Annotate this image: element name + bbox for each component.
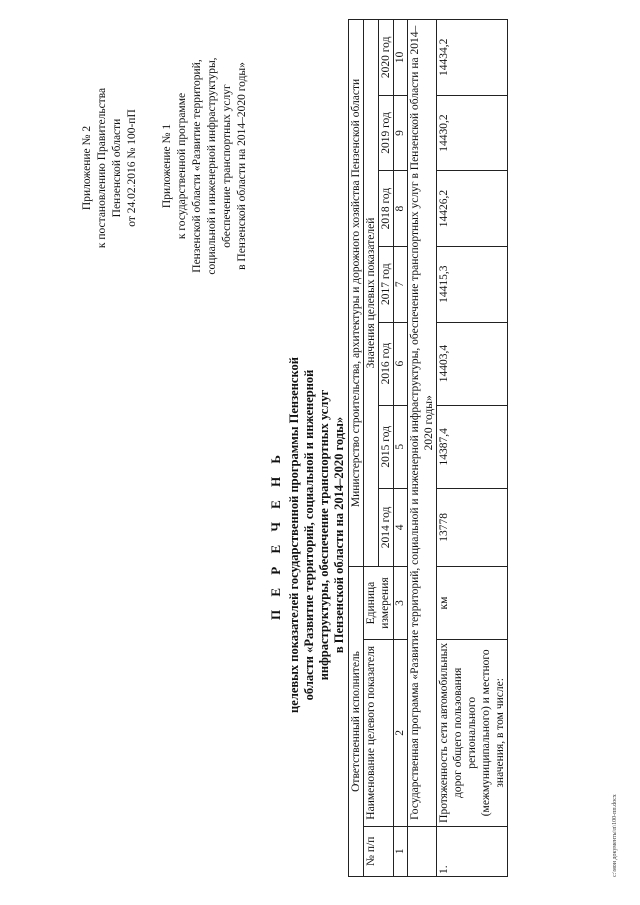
year-header: 2017 год bbox=[379, 246, 394, 322]
column-number: 3 bbox=[394, 566, 408, 639]
column-number: 7 bbox=[394, 246, 408, 322]
indicators-table-wrap bbox=[348, 19, 508, 877]
column-number: 8 bbox=[394, 171, 408, 247]
col-num-header: № п/п bbox=[364, 826, 394, 876]
col-name-header: Наименование целевого показателя bbox=[364, 640, 394, 827]
program-row bbox=[408, 20, 437, 877]
title-heading: П Е Р Е Ч Е Н Ь bbox=[268, 449, 283, 621]
title-line: в Пензенской области на 2014–2020 годы» bbox=[332, 416, 346, 654]
responsible-row bbox=[349, 20, 364, 877]
column-number: 5 bbox=[394, 405, 408, 488]
row-value: 14434,2 bbox=[437, 20, 508, 96]
appendix-line: Пензенской области «Развитие территорий, bbox=[191, 59, 203, 273]
row-value: 14387,4 bbox=[437, 405, 508, 488]
appendix-line: Пензенской области bbox=[111, 118, 123, 218]
file-path-footer: c:\мои документы\п\100-пп.docx bbox=[612, 794, 618, 877]
appendix-2-header bbox=[80, 43, 140, 293]
appendix-line: к постановлению Правительства bbox=[96, 87, 108, 249]
row-value: 14403,4 bbox=[437, 322, 508, 405]
appendix-line: от 24.02.2016 № 100-пП bbox=[126, 109, 138, 227]
year-header: 2014 год bbox=[379, 488, 394, 566]
appendix-1-header bbox=[160, 31, 250, 301]
row-unit: км bbox=[437, 566, 508, 639]
year-header: 2018 год bbox=[379, 171, 394, 247]
year-header: 2016 год bbox=[379, 322, 394, 405]
table-row bbox=[437, 20, 508, 877]
col-unit-header: Единица измерения bbox=[364, 566, 394, 639]
year-header: 2020 год bbox=[379, 20, 394, 96]
title-line: целевых показателей государственной программы Пензенской bbox=[287, 357, 301, 713]
column-number: 2 bbox=[394, 640, 408, 827]
appendix-line: обеспечение транспортных услуг bbox=[221, 84, 233, 248]
row-value: 14426,2 bbox=[437, 171, 508, 247]
column-number: 10 bbox=[394, 20, 408, 96]
header-row bbox=[364, 20, 379, 877]
document-title bbox=[268, 275, 347, 795]
row-num: 1. bbox=[437, 826, 508, 876]
year-header: 2015 год bbox=[379, 405, 394, 488]
row-name: Протяженность сети автомобильных дорог общего пользования регионального (межмуниципального) и местного значения, в том числе: bbox=[437, 640, 508, 827]
appendix-line: Приложение № 2 bbox=[81, 125, 93, 211]
column-number: 9 bbox=[394, 95, 408, 171]
row-value: 13778 bbox=[437, 488, 508, 566]
year-header: 2019 год bbox=[379, 95, 394, 171]
column-number: 6 bbox=[394, 322, 408, 405]
values-header: Значения целевых показателей bbox=[364, 20, 379, 567]
row-value: 14430,2 bbox=[437, 95, 508, 171]
appendix-line: в Пензенской области на 2014–2020 годы» bbox=[236, 62, 248, 270]
responsible-value: Министерство строительства, архитектуры и дорожного хозяйства Пензенской области bbox=[349, 20, 364, 567]
program-row-text: Государственная программа «Развитие территорий, социальной и инженерной инфраструктуры, обеспечение транспортных услуг в Пензенской области на 2014–2020 годы» bbox=[408, 20, 437, 827]
indicators-table bbox=[348, 19, 508, 877]
row-value: 14415,3 bbox=[437, 246, 508, 322]
column-number: 4 bbox=[394, 488, 408, 566]
program-row-num bbox=[408, 826, 437, 876]
column-number: 1 bbox=[394, 826, 408, 876]
title-line: инфраструктуры, обеспечение транспортных услуг bbox=[317, 389, 331, 681]
column-numbers-row bbox=[394, 20, 408, 877]
appendix-line: социальной и инженерной инфраструктуры, bbox=[206, 57, 218, 275]
title-line: области «Развитие территорий, социальной и инженерной bbox=[302, 369, 316, 701]
responsible-label: Ответственный исполнитель bbox=[349, 566, 364, 876]
appendix-line: Приложение № 1 bbox=[161, 123, 173, 209]
appendix-line: к государственной программе bbox=[176, 92, 188, 240]
